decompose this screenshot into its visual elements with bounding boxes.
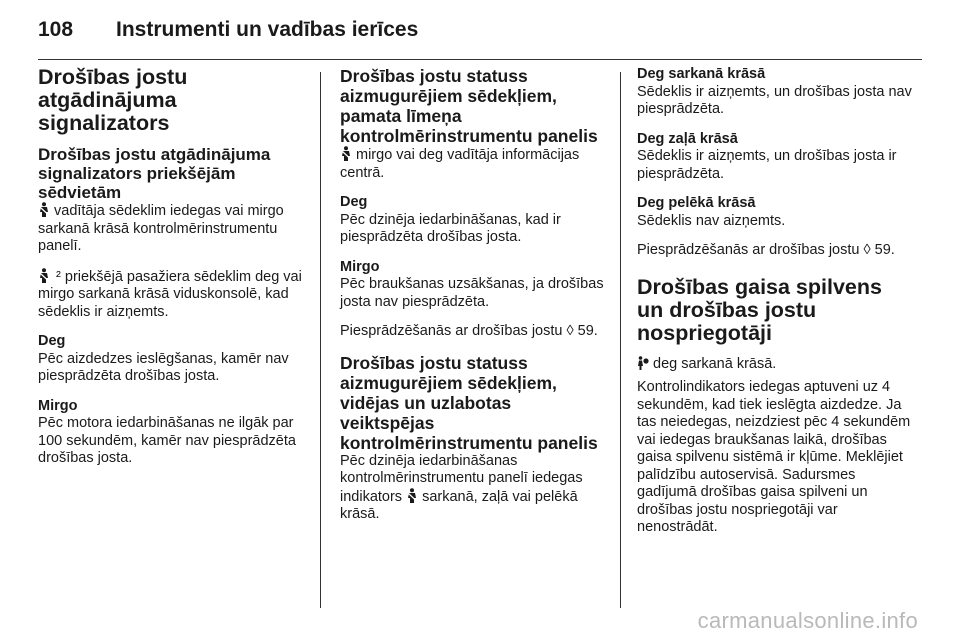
- label-grey: Deg pelēkā krāsā: [637, 195, 756, 211]
- watermark: carmanualsonline.info: [697, 608, 918, 633]
- label-green: Deg zaļā krāsā: [637, 130, 738, 147]
- seatbelt-person-icon: [340, 146, 352, 161]
- header-rule: [38, 59, 922, 60]
- paragraph-rear-basic: mirgo vai deg vadītāja informācijas centrā.: [340, 147, 580, 181]
- subheading-front-seats: Drošības jostu atgādinājuma signalizators priekšējām sēdvietām: [38, 145, 271, 202]
- label-deg: Deg: [38, 333, 66, 349]
- seatbelt-person-icon: [406, 488, 418, 503]
- column-divider-2: [620, 72, 621, 608]
- paragraph-grey: Sēdeklis nav aizņemts.: [637, 212, 786, 229]
- column-1: [38, 66, 308, 480]
- paragraph-mirgo: Pēc braukšanas uzsākšanas, ja drošības josta nav piesprādzēta.: [340, 276, 604, 310]
- page-header: [38, 18, 418, 42]
- paragraph-rear-advanced: Pēc dzinēja iedarbināšanas kontrolmērinstrumentu panelī iedegas indikators sarkanā, zaļā vai pelēkā krāsā.: [340, 452, 583, 522]
- paragraph-mirgo: Pēc motora iedarbināšanas ne ilgāk par 100 sekundēm, kamēr nav piesprādzēta drošības josta.: [38, 415, 296, 466]
- column-divider-1: [320, 72, 321, 608]
- label-red: Deg sarkanā krāsā: [637, 66, 766, 82]
- page-number: 108: [38, 18, 74, 41]
- paragraph-airbag-detail: Kontrolindikators iedegas aptuveni uz 4 sekundēm, kad tiek ieslēgta aizdedze. Ja tas neiedegas, neizdziest pēc 4 sekundēm vai iedegas braukšanas laikā, drošības gaisa spilvenu sistēmā ir kļūme. Meklējiet palīdzību autoservisā. Sadursmes gadījumā drošības gaisa spilveni un drošības jostu nospriegotāji var nenostrādāt.: [637, 379, 911, 535]
- seatbelt-person-icon: [38, 202, 50, 217]
- paragraph-red: Sēdeklis ir aizņemts, un drošības josta nav piesprādzēta.: [637, 83, 912, 117]
- column-3: [637, 66, 912, 549]
- section-heading-airbag: Drošības gaisa spilvens un drošības jostu nospriegotāji: [637, 274, 882, 345]
- paragraph-airbag-red: deg sarkanā krāsā.: [637, 355, 912, 374]
- paragraph-reference: Piesprādzēšanās ar drošības jostu ◊ 59.: [340, 323, 598, 339]
- subheading-rear-basic: Drošības jostu statuss aizmugurējiem sēdekļiem, pamata līmeņa kontrolmērinstrumentu panelis: [340, 66, 598, 146]
- airbag-icon: [637, 355, 649, 370]
- label-mirgo: Mirgo: [340, 258, 380, 275]
- paragraph-driver-seat: vadītāja sēdeklim iedegas vai mirgo sarkanā krāsā kontrolmērinstrumentu panelī.: [38, 203, 284, 254]
- paragraph-passenger-seat: ² priekšējā pasažiera sēdeklim deg vai mirgo sarkanā krāsā viduskonsolē, kad sēdeklis ir aizņemts.: [38, 268, 302, 320]
- section-heading-seatbelt-reminder: Drošības jostu atgādinājuma signalizators: [38, 65, 188, 135]
- label-deg: Deg: [340, 194, 368, 210]
- subheading-rear-advanced: Drošības jostu statuss aizmugurējiem sēdekļiem, vidējas un uzlabotas veiktspējas kontrolmērinstrumentu panelis: [340, 352, 598, 453]
- label-mirgo: Mirgo: [38, 397, 78, 414]
- paragraph-deg: Pēc dzinēja iedarbināšanas, kad ir piesprādzēta drošības josta.: [340, 211, 561, 245]
- page-title: Instrumenti un vadības ierīces: [116, 18, 419, 41]
- paragraph-deg: Pēc aizdedzes ieslēgšanas, kamēr nav piesprādzēta drošības josta.: [38, 350, 289, 384]
- seatbelt-passenger-icon: [38, 268, 52, 283]
- column-2: [340, 66, 608, 536]
- paragraph-green: Sēdeklis ir aizņemts, un drošības josta ir piesprādzēta.: [637, 148, 897, 182]
- paragraph-reference: Piesprādzēšanās ar drošības jostu ◊ 59.: [637, 242, 895, 258]
